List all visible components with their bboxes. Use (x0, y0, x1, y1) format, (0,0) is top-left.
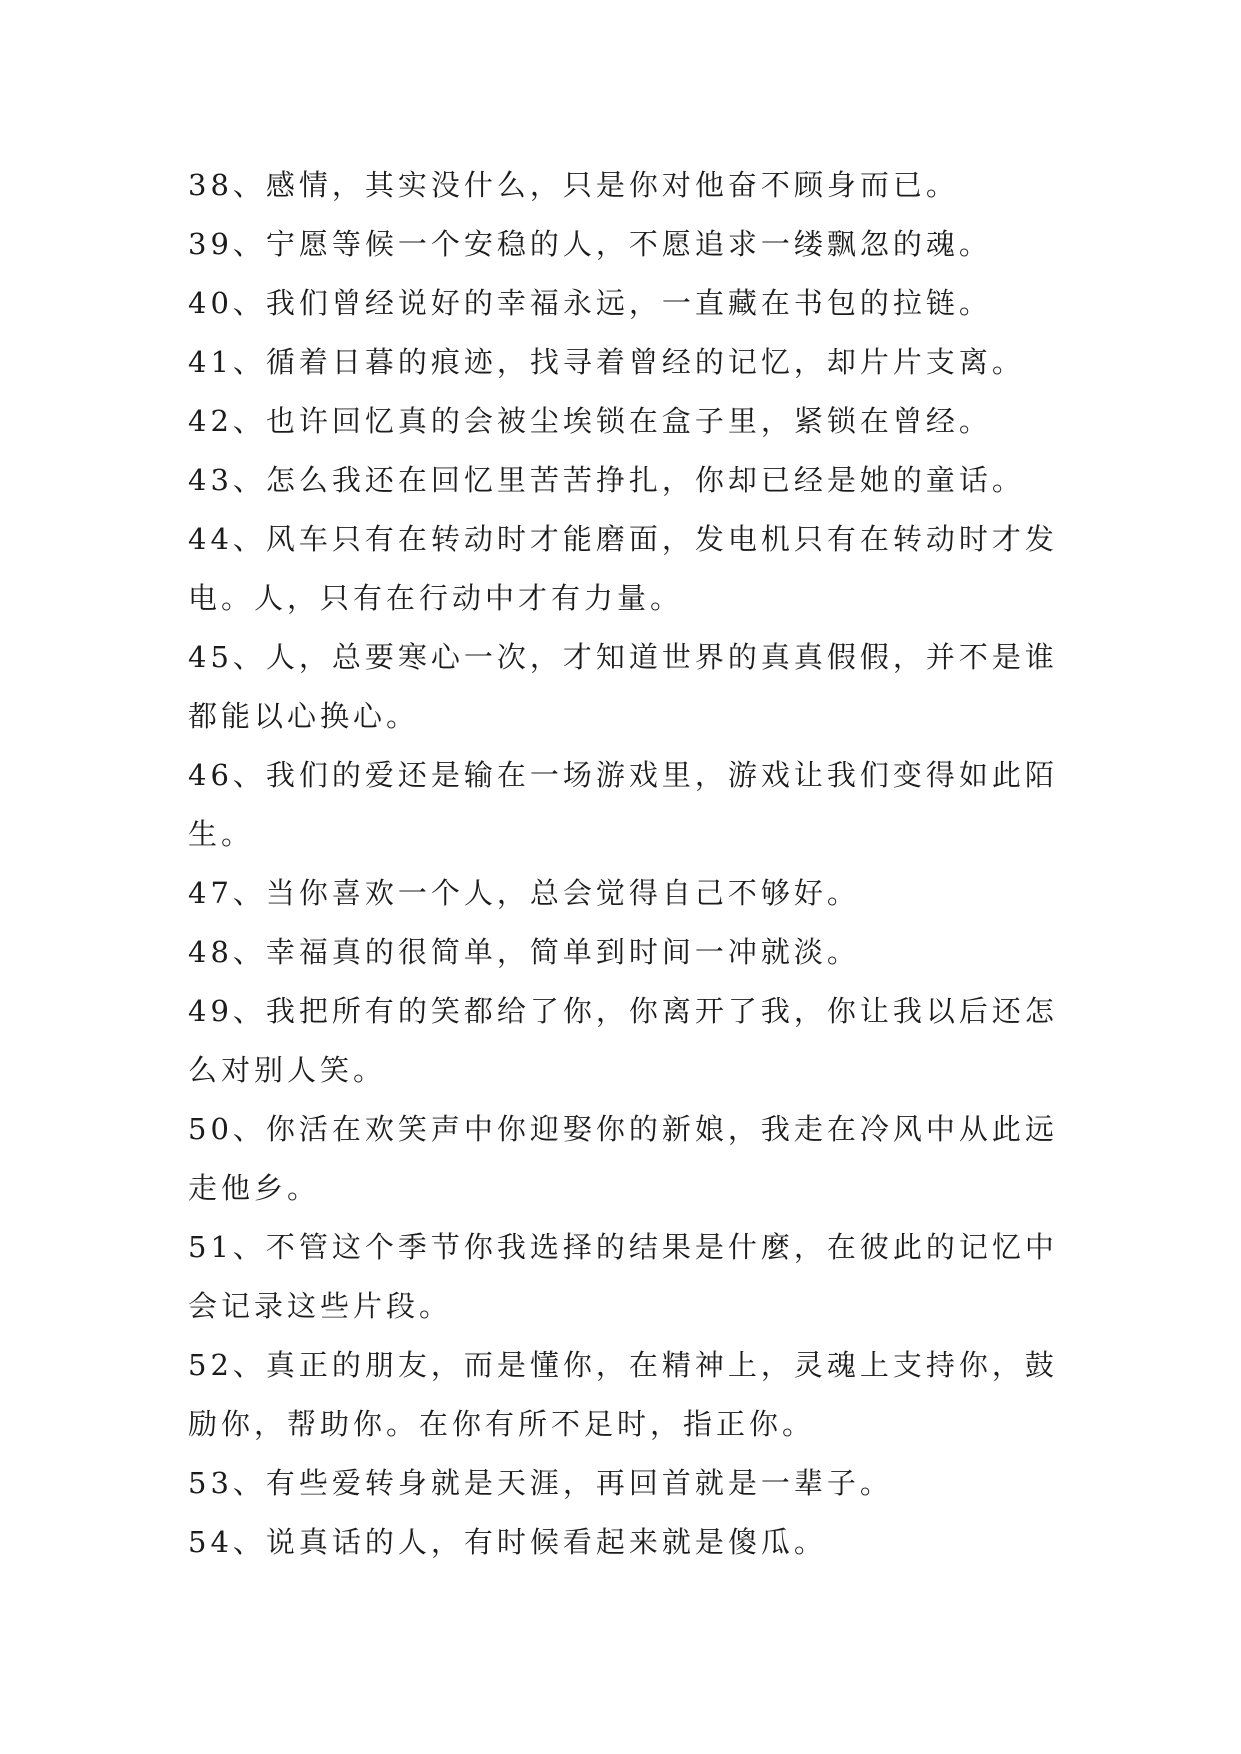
quote-entry: 45、人，总要寒心一次，才知道世界的真真假假，并不是谁都能以心换心。 (188, 640, 1058, 733)
quote-entry: 54、说真话的人，有时候看起来就是傻瓜。 (188, 1525, 827, 1559)
quote-entry: 43、怎么我还在回忆里苦苦挣扎，你却已经是她的童话。 (188, 463, 1025, 497)
quote-entry: 48、幸福真的很简单，简单到时间一冲就淡。 (188, 935, 860, 969)
quote-entry: 53、有些爱转身就是天涯，再回首就是一辈子。 (188, 1466, 893, 1500)
quote-entry: 46、我们的爱还是输在一场游戏里，游戏让我们变得如此陌生。 (188, 758, 1058, 851)
quote-entry: 39、宁愿等候一个安稳的人，不愿追求一缕飘忽的魂。 (188, 227, 992, 261)
quote-entry: 40、我们曾经说好的幸福永远，一直藏在书包的拉链。 (188, 286, 992, 320)
quote-entry: 38、感情，其实没什么，只是你对他奋不顾身而已。 (188, 168, 959, 202)
quote-entry: 51、不管这个季节你我选择的结果是什麼，在彼此的记忆中会记录这些片段。 (188, 1230, 1058, 1323)
quote-entry: 49、我把所有的笑都给了你，你离开了我，你让我以后还怎么对别人笑。 (188, 994, 1058, 1087)
quote-list (188, 156, 1058, 1572)
quote-entry: 41、循着日暮的痕迹，找寻着曾经的记忆，却片片支离。 (188, 345, 1025, 379)
quote-entry: 50、你活在欢笑声中你迎娶你的新娘，我走在冷风中从此远走他乡。 (188, 1112, 1058, 1205)
quote-entry: 42、也许回忆真的会被尘埃锁在盒子里，紧锁在曾经。 (188, 404, 992, 438)
quote-entry: 52、真正的朋友，而是懂你，在精神上，灵魂上支持你，鼓励你，帮助你。在你有所不足时，指正你。 (188, 1348, 1058, 1441)
quote-entry: 47、当你喜欢一个人，总会觉得自己不够好。 (188, 876, 860, 910)
quote-entry: 44、风车只有在转动时才能磨面，发电机只有在转动时才发电。人，只有在行动中才有力量。 (188, 522, 1058, 615)
